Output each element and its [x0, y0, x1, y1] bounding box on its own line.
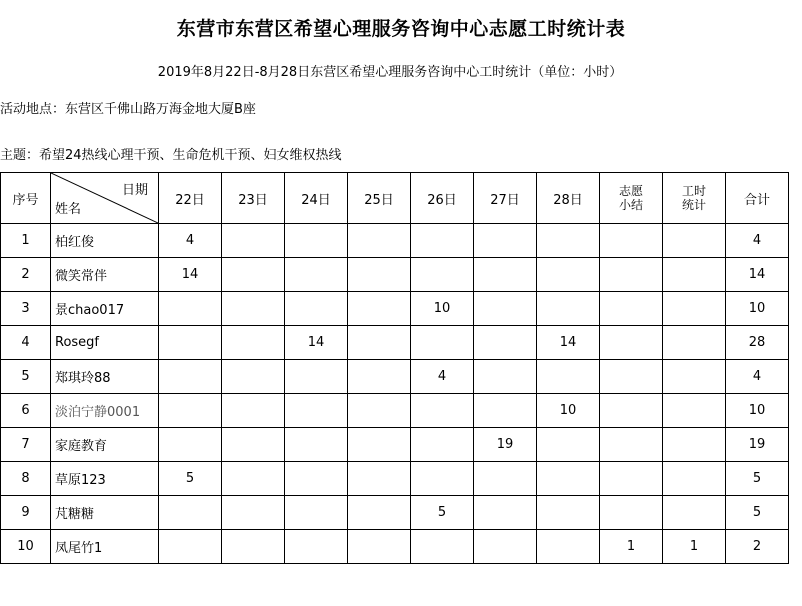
cell-d28	[537, 496, 600, 530]
cell-d28	[537, 360, 600, 394]
cell-d24	[285, 258, 348, 292]
cell-total: 14	[726, 258, 789, 292]
cell-name: 芃糖糖	[51, 496, 159, 530]
header-day-26: 26日	[411, 173, 474, 224]
cell-hours	[663, 224, 726, 258]
cell-name: 家庭教育	[51, 428, 159, 462]
cell-seq: 6	[1, 394, 51, 428]
cell-d27	[474, 292, 537, 326]
cell-seq: 10	[1, 530, 51, 564]
table-row	[1, 530, 789, 564]
table-row	[1, 292, 789, 326]
header-date-name	[51, 173, 159, 224]
cell-hours	[663, 360, 726, 394]
cell-hours: 1	[663, 530, 726, 564]
cell-d25	[348, 394, 411, 428]
cell-d27	[474, 496, 537, 530]
table-row	[1, 462, 789, 496]
cell-name: 柏红俊	[51, 224, 159, 258]
cell-d27	[474, 530, 537, 564]
cell-name: 微笑常伴	[51, 258, 159, 292]
cell-total: 2	[726, 530, 789, 564]
cell-d22	[159, 394, 222, 428]
cell-name: 凤尾竹1	[51, 530, 159, 564]
cell-d23	[222, 360, 285, 394]
cell-d24	[285, 530, 348, 564]
cell-d28	[537, 292, 600, 326]
cell-d26	[411, 428, 474, 462]
cell-name: Rosegf	[51, 326, 159, 360]
header-seq: 序号	[1, 173, 51, 224]
cell-total: 19	[726, 428, 789, 462]
cell-d28	[537, 224, 600, 258]
cell-d26	[411, 224, 474, 258]
cell-d28	[537, 258, 600, 292]
cell-d27	[474, 360, 537, 394]
cell-d22	[159, 428, 222, 462]
header-day-27: 27日	[474, 173, 537, 224]
cell-hours	[663, 428, 726, 462]
cell-name: 郑琪玲88	[51, 360, 159, 394]
cell-d25	[348, 360, 411, 394]
cell-d28	[537, 428, 600, 462]
cell-d23	[222, 258, 285, 292]
cell-hours	[663, 462, 726, 496]
header-hours-line1: 工时	[681, 184, 706, 198]
cell-d25	[348, 224, 411, 258]
cell-d26: 5	[411, 496, 474, 530]
cell-d26	[411, 326, 474, 360]
cell-d23	[222, 428, 285, 462]
hours-table	[0, 172, 789, 564]
cell-total: 5	[726, 462, 789, 496]
cell-d27	[474, 326, 537, 360]
cell-d25	[348, 258, 411, 292]
table-row	[1, 224, 789, 258]
cell-d26	[411, 530, 474, 564]
table-row	[1, 258, 789, 292]
cell-seq: 1	[1, 224, 51, 258]
cell-d25	[348, 462, 411, 496]
cell-d28	[537, 530, 600, 564]
cell-d24	[285, 496, 348, 530]
cell-summary	[600, 360, 663, 394]
header-date-label: 日期	[121, 183, 148, 198]
cell-d27	[474, 394, 537, 428]
cell-summary	[600, 224, 663, 258]
cell-summary	[600, 462, 663, 496]
cell-d22	[159, 360, 222, 394]
cell-hours	[663, 292, 726, 326]
header-name-label: 姓名	[55, 202, 82, 217]
cell-seq: 3	[1, 292, 51, 326]
table-row	[1, 360, 789, 394]
cell-name: 景chao017	[51, 292, 159, 326]
cell-seq: 9	[1, 496, 51, 530]
cell-d22: 14	[159, 258, 222, 292]
activity-location: 活动地点：东营区千佛山路万海金地大厦B座	[0, 102, 256, 117]
cell-d24	[285, 224, 348, 258]
cell-hours	[663, 258, 726, 292]
cell-d27: 19	[474, 428, 537, 462]
cell-summary	[600, 428, 663, 462]
cell-d26: 4	[411, 360, 474, 394]
cell-d25	[348, 428, 411, 462]
cell-hours	[663, 496, 726, 530]
cell-summary: 1	[600, 530, 663, 564]
cell-d25	[348, 496, 411, 530]
cell-d25	[348, 530, 411, 564]
cell-summary	[600, 258, 663, 292]
cell-d26	[411, 462, 474, 496]
cell-d26: 10	[411, 292, 474, 326]
header-day-23: 23日	[222, 173, 285, 224]
cell-d22	[159, 530, 222, 564]
cell-d26	[411, 394, 474, 428]
cell-seq: 5	[1, 360, 51, 394]
cell-d23	[222, 530, 285, 564]
cell-d23	[222, 292, 285, 326]
header-summary-line1: 志愿	[618, 184, 643, 198]
cell-name: 草原123	[51, 462, 159, 496]
cell-d28: 10	[537, 394, 600, 428]
cell-seq: 4	[1, 326, 51, 360]
cell-d25	[348, 326, 411, 360]
cell-d23	[222, 462, 285, 496]
cell-d23	[222, 224, 285, 258]
cell-summary	[600, 394, 663, 428]
cell-total: 4	[726, 224, 789, 258]
cell-total: 28	[726, 326, 789, 360]
cell-d24	[285, 394, 348, 428]
cell-d23	[222, 496, 285, 530]
cell-d24	[285, 428, 348, 462]
cell-d22: 5	[159, 462, 222, 496]
cell-d24	[285, 360, 348, 394]
cell-d24: 14	[285, 326, 348, 360]
cell-hours	[663, 394, 726, 428]
header-day-28: 28日	[537, 173, 600, 224]
cell-seq: 2	[1, 258, 51, 292]
cell-d22	[159, 326, 222, 360]
table-row	[1, 326, 789, 360]
header-day-24: 24日	[285, 173, 348, 224]
cell-d28: 14	[537, 326, 600, 360]
cell-name: 淡泊宁静0001	[51, 394, 159, 428]
header-hours	[663, 173, 726, 224]
page-title: 东营市东营区希望心理服务咨询中心志愿工时统计表	[176, 18, 626, 40]
table-row	[1, 428, 789, 462]
header-total: 合计	[726, 173, 789, 224]
header-day-25: 25日	[348, 173, 411, 224]
cell-summary	[600, 496, 663, 530]
cell-seq: 8	[1, 462, 51, 496]
header-hours-line2: 统计	[681, 198, 706, 212]
cell-d23	[222, 326, 285, 360]
cell-total: 10	[726, 394, 789, 428]
cell-d27	[474, 258, 537, 292]
cell-d24	[285, 292, 348, 326]
cell-d25	[348, 292, 411, 326]
header-summary	[600, 173, 663, 224]
cell-summary	[600, 292, 663, 326]
cell-total: 5	[726, 496, 789, 530]
cell-d22: 4	[159, 224, 222, 258]
cell-total: 4	[726, 360, 789, 394]
header-day-22: 22日	[159, 173, 222, 224]
cell-d24	[285, 462, 348, 496]
table-row	[1, 394, 789, 428]
cell-d23	[222, 394, 285, 428]
cell-d26	[411, 258, 474, 292]
cell-summary	[600, 326, 663, 360]
header-summary-line2: 小结	[618, 198, 643, 212]
cell-d28	[537, 462, 600, 496]
cell-d27	[474, 462, 537, 496]
cell-seq: 7	[1, 428, 51, 462]
cell-d22	[159, 292, 222, 326]
activity-topic: 主题：希望24热线心理干预、生命危机干预、妇女维权热线	[0, 148, 342, 163]
cell-hours	[663, 326, 726, 360]
cell-total: 10	[726, 292, 789, 326]
page-subtitle: 2019年8月22日-8月28日东营区希望心理服务咨询中心工时统计（单位：小时）	[157, 65, 623, 80]
cell-d22	[159, 496, 222, 530]
header-row	[1, 173, 789, 224]
table-row	[1, 496, 789, 530]
cell-d27	[474, 224, 537, 258]
